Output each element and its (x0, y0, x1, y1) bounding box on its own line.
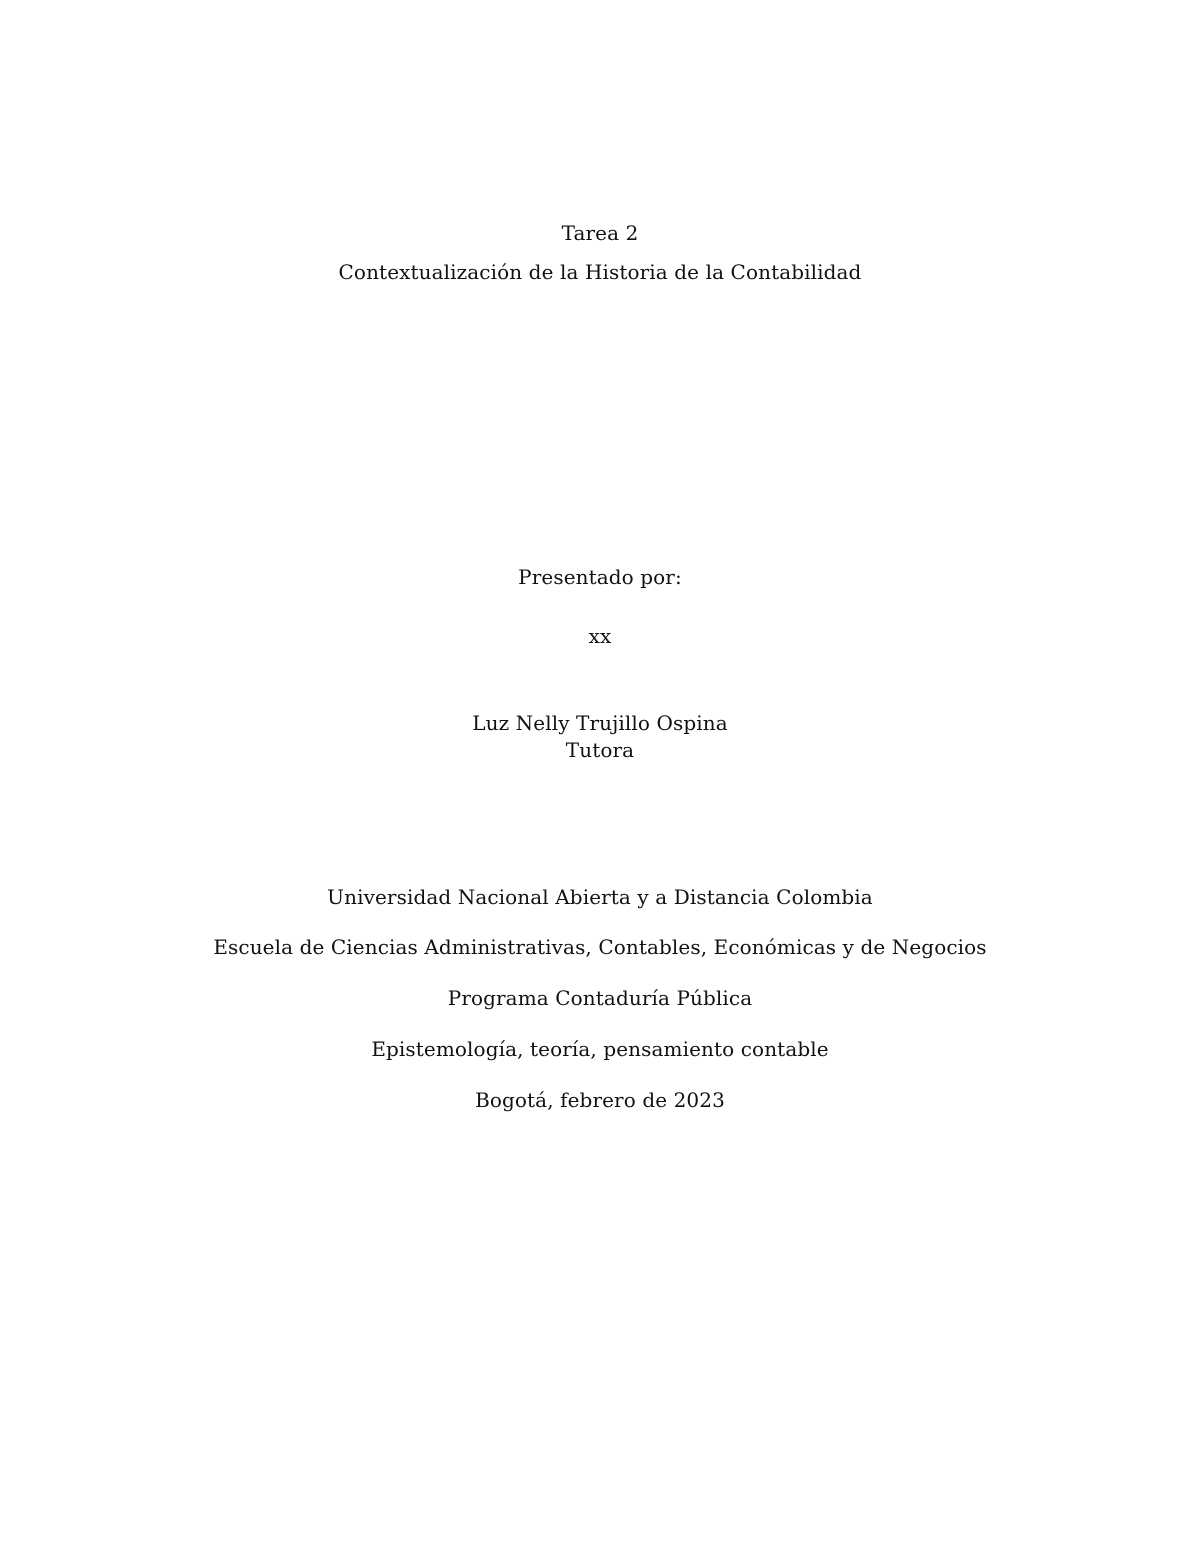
document-subtitle: Contextualización de la Historia de la Contabilidad (338, 260, 862, 284)
program-name: Programa Contaduría Pública (447, 986, 753, 1010)
course-name: Epistemología, teoría, pensamiento contable (371, 1037, 829, 1061)
document-title: Tarea 2 (561, 221, 639, 245)
tutor-role: Tutora (565, 738, 635, 762)
university-name: Universidad Nacional Abierta y a Distancia Colombia (327, 885, 873, 909)
presented-by-label: Presentado por: (518, 565, 682, 589)
school-name: Escuela de Ciencias Administrativas, Contables, Económicas y de Negocios (213, 935, 987, 959)
author-name: xx (588, 624, 612, 648)
place-and-date: Bogotá, febrero de 2023 (475, 1088, 725, 1112)
tutor-name: Luz Nelly Trujillo Ospina (472, 711, 728, 735)
